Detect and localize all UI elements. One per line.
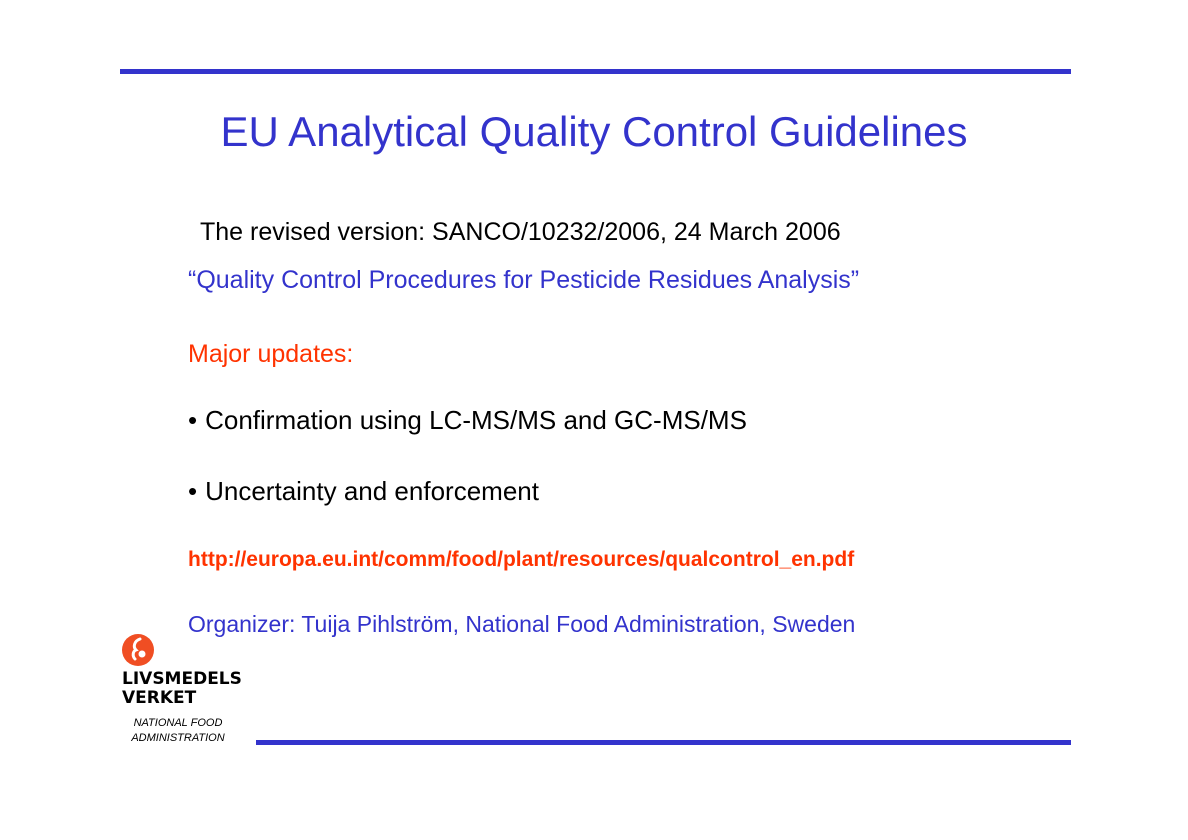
logo-wordmark (122, 670, 242, 708)
logo-name-line: LIVSMEDELS (122, 669, 242, 689)
guidelines-pdf-link[interactable]: http://europa.eu.int/comm/food/plant/resources/qualcontrol_en.pdf (188, 548, 855, 571)
bullet-text: Uncertainty and enforcement (205, 476, 539, 506)
bottom-divider-line (256, 740, 1071, 745)
slide-title: EU Analytical Quality Control Guidelines (220, 108, 968, 155)
document-name: “Quality Control Procedures for Pesticide Residues Analysis” (188, 266, 860, 294)
agency-logo (118, 630, 258, 750)
logo-caption-line: NATIONAL FOOD (133, 717, 223, 729)
revised-version-line: The revised version: SANCO/10232/2006, 24 March 2006 (200, 218, 841, 246)
bullet-icon: • (188, 405, 198, 435)
bullet-item (188, 475, 539, 507)
bullet-icon: • (188, 476, 198, 506)
logo-caption (118, 716, 238, 746)
logo-caption-line: ADMINISTRATION (131, 732, 225, 744)
logo-name-line: VERKET (122, 688, 197, 708)
organizer-line: Organizer: Tuija Pihlström, National Food Administration, Sweden (188, 611, 856, 637)
top-divider-line (120, 69, 1071, 74)
bullet-text: Confirmation using LC-MS/MS and GC-MS/MS (205, 405, 747, 435)
major-updates-heading: Major updates: (188, 340, 354, 368)
bullet-item (188, 404, 747, 436)
livsmedelsverket-logo-icon (120, 632, 156, 668)
